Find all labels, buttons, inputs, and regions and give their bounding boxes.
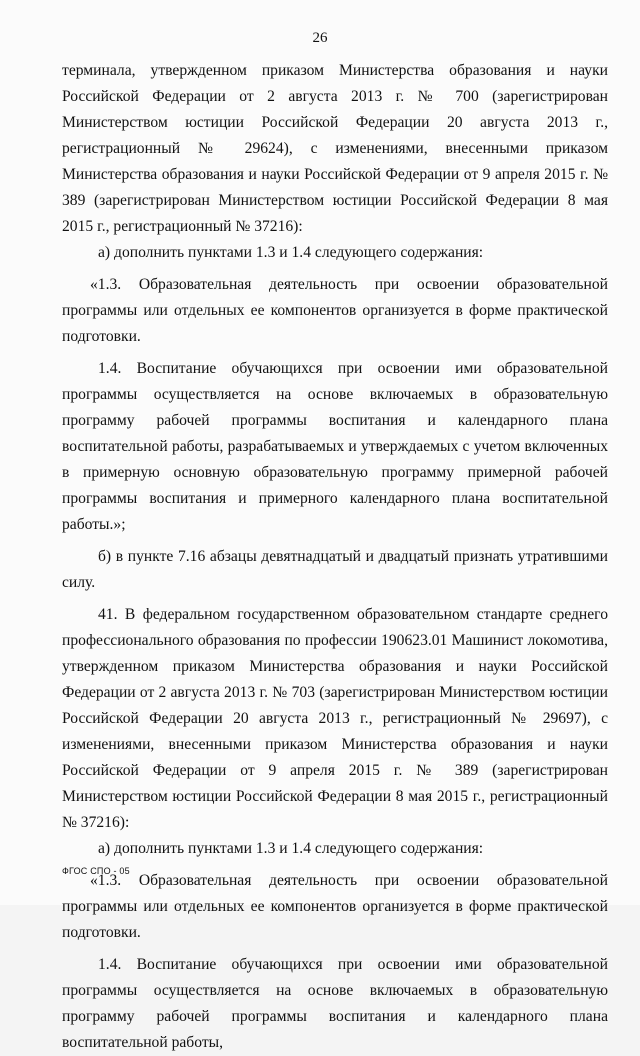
paragraph-section-41: 41. В федеральном государственном образовательном стандарте среднего профессионального образования по профессии 190623.01 Машинист локомотива, утвержденном приказом Министерства образования и науки Российской Федерации от 2 августа 2013 г. № 703 (зарегистрирован Министерством юстиции Российской Федерации 20 августа 2013 г., регистрационный № 29697), с изменениями, внесенными приказом Министерства образования и науки Российской Федерации от 9 апреля 2015 г. № 389 (зарегистрирован Министерством юстиции Российской Федерации 8 мая 2015 г., регистрационный № 37216): xyxy=(62,606,608,831)
paragraph-1-4: 1.4. Воспитание обучающихся при освоении ими образовательной программы осуществляется на основе включаемых в образовательную программу рабочей программы воспитания и календарного плана воспитательной работы, разрабатываемых и утверждаемых с учетом включенных в примерную основную образовательную программу примерной рабочей программы воспитания и примерного календарного плана воспитательной работы.»; xyxy=(62,360,608,533)
paragraph-item-b: б) в пункте 7.16 абзацы девятнадцатый и двадцатый признать утратившими силу. xyxy=(62,548,608,591)
document-body xyxy=(62,58,608,1056)
paragraph-item-a: а) дополнить пунктами 1.3 и 1.4 следующего содержания: xyxy=(98,244,484,261)
paragraph-quote-1-3-2: «1.3. Образовательная деятельность при освоении образовательной программы или отдельных ее компонентов организуется в форме практической подготовки. xyxy=(62,872,608,941)
page-number: 26 xyxy=(312,30,328,46)
paragraph-quote-1-3: «1.3. Образовательная деятельность при освоении образовательной программы или отдельных ее компонентов организуется в форме практической подготовки. xyxy=(62,276,608,345)
footer-code: ФГОС СПО - 05 xyxy=(62,866,130,876)
paragraph-intro-continuation: терминала, утвержденном приказом Министерства образования и науки Российской Федерации от 2 августа 2013 г. № 700 (зарегистрирован Министерством юстиции Российской Федерации 20 августа 2013 г., регистрационный № 29624), с изменениями, внесенными приказом Министерства образования и науки Российской Федерации от 9 апреля 2015 г. № 389 (зарегистрирован Министерством юстиции Российской Федерации 8 мая 2015 г., регистрационный № 37216): xyxy=(62,62,608,235)
paragraph-1-4-2: 1.4. Воспитание обучающихся при освоении ими образовательной программы осуществляется на основе включаемых в образовательную программу рабочей программы воспитания и календарного плана воспитательной работы, xyxy=(62,956,608,1051)
paragraph-item-a-2: а) дополнить пунктами 1.3 и 1.4 следующего содержания: xyxy=(98,840,484,857)
